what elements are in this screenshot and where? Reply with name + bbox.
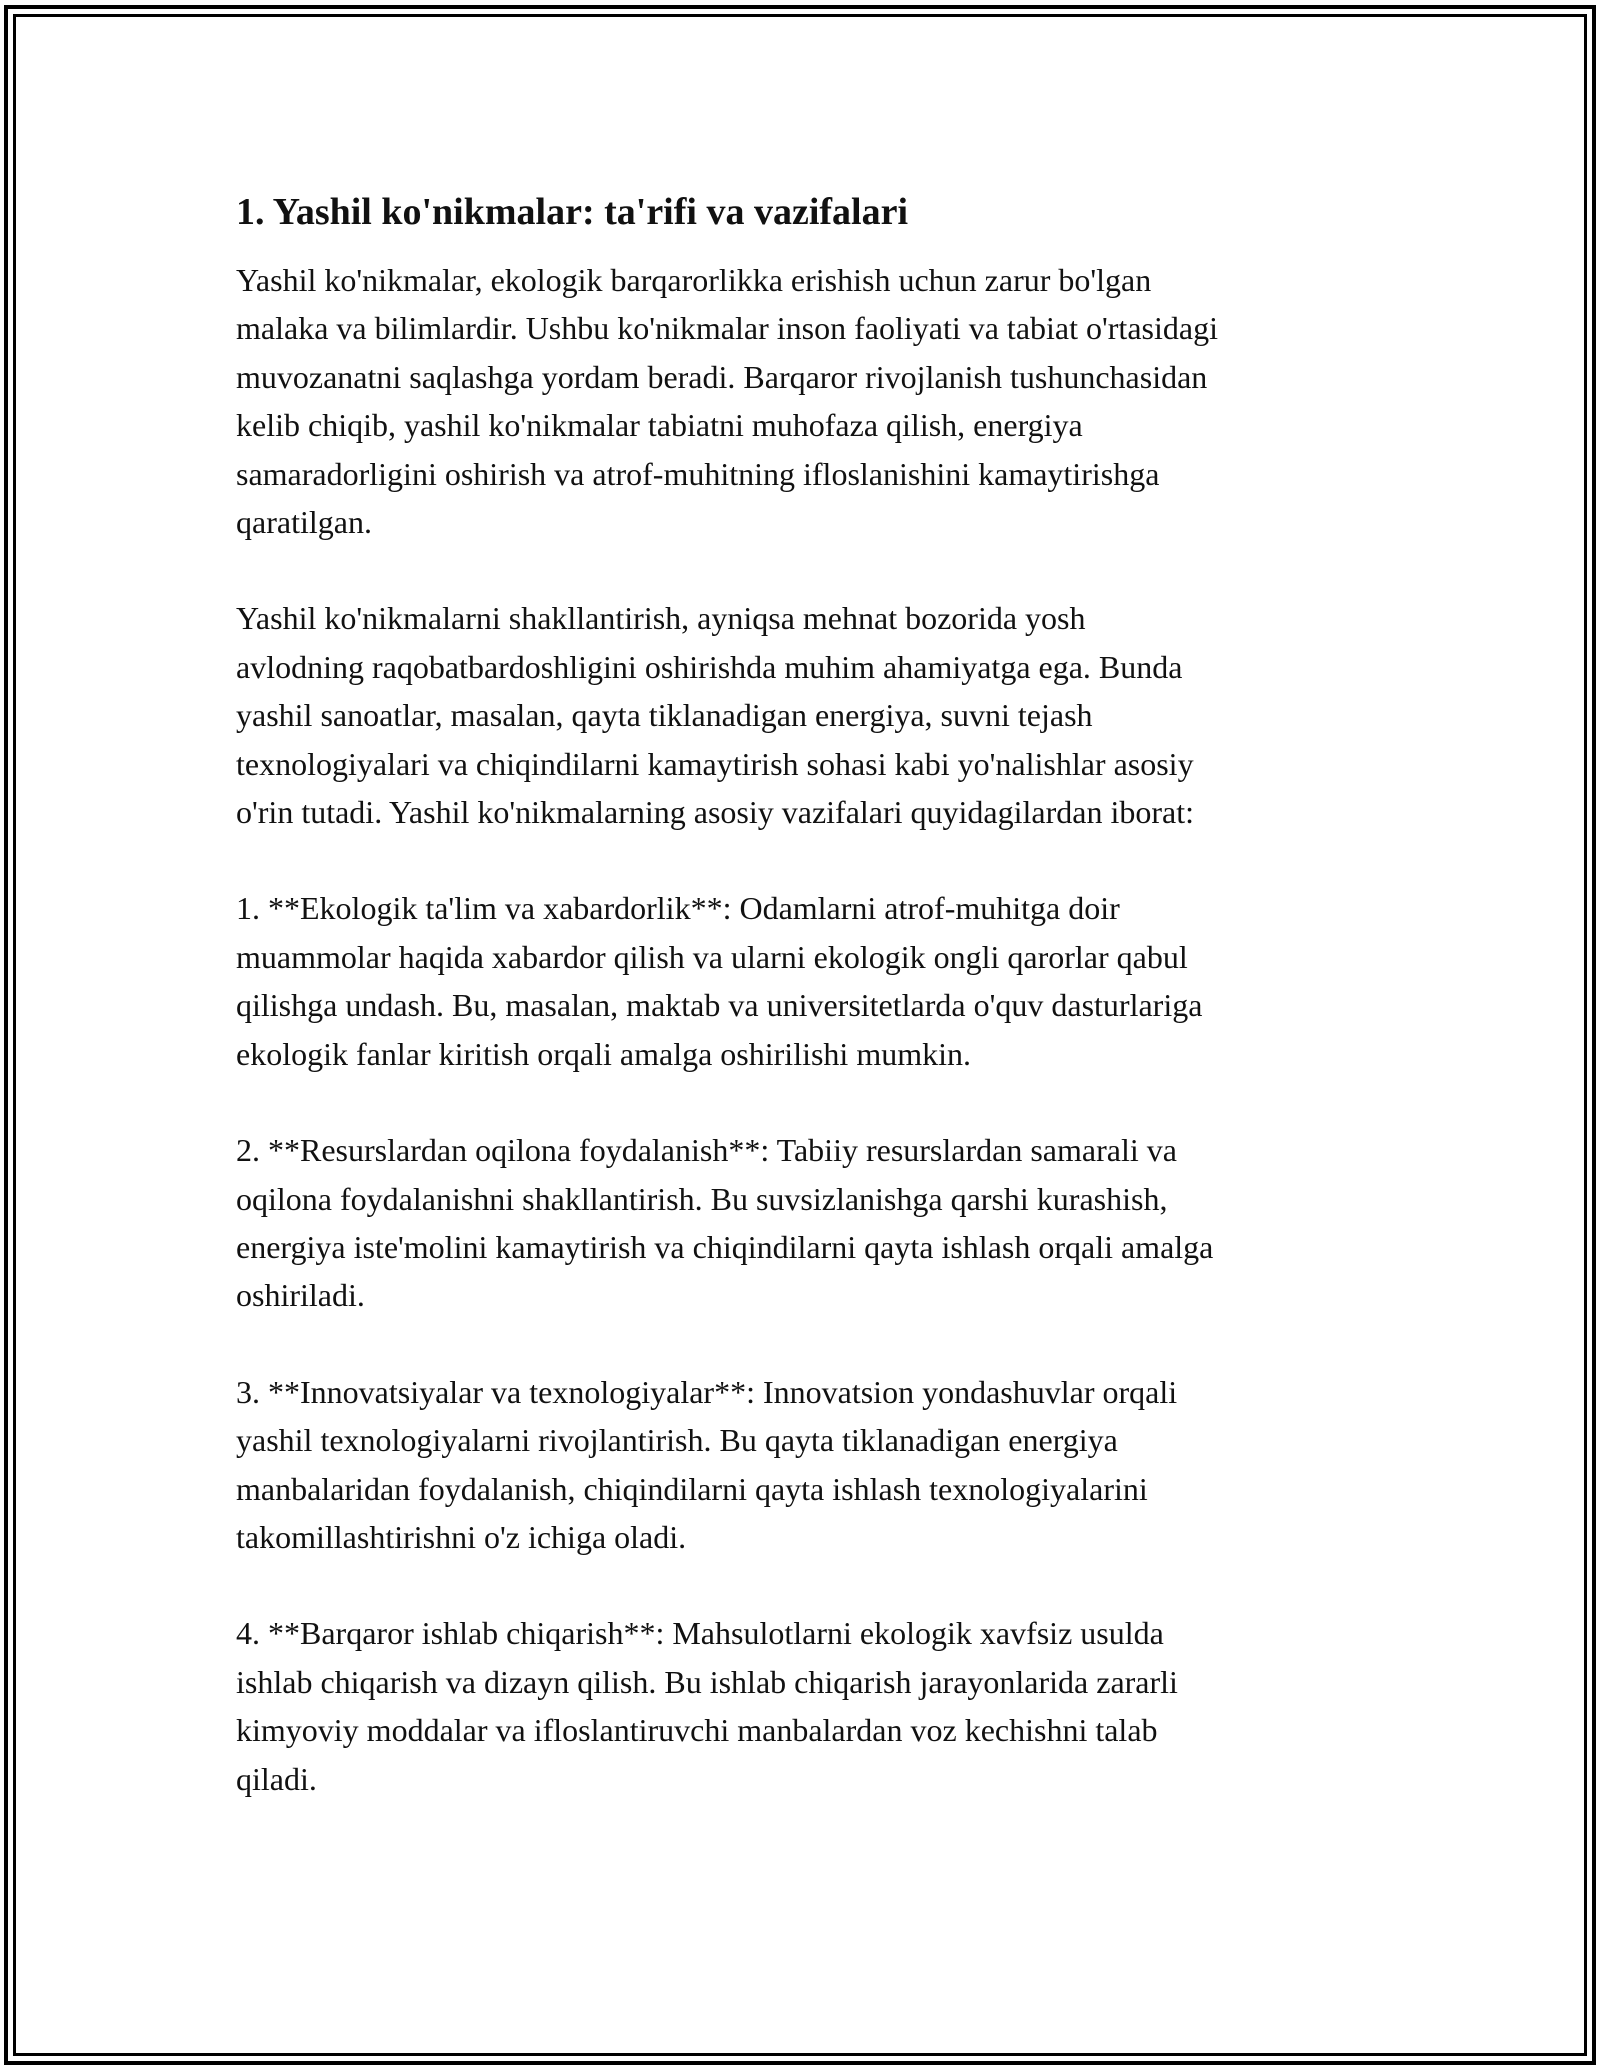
paragraph-definition: Yashil ko'nikmalar, ekologik barqarorlikka erishish uchun zarur bo'lgan malaka va bilimlardir. Ushbu ko'nikmalar inson faoliyati va tabiat o'rtasidagi muvozanatni saqlashga yordam beradi. Barqaror rivojlanish tushunchasidan kelib chiqib, yashil ko'nikmalar tabiatni muhofaza qilish, energiya samaradorligini oshirish va atrof-muhitning ifloslanishini kamaytirishga qaratilgan.: [236, 262, 1218, 541]
list-item-ecological-education: 1. **Ekologik ta'lim va xabardorlik**: Odamlarni atrof-muhitga doir muammolar haqida xabardor qilish va ularni ekologik ongli qarorlar qabul qilishga undash. Bu, masalan, maktab va universitetlarda o'quv dasturlariga ekologik fanlar kiritish orqali amalga oshirilishi mumkin.: [236, 890, 1203, 1072]
section-heading: 1. Yashil ko'nikmalar: ta'rifi va vazifalari: [236, 191, 909, 233]
list-item-resource-use: 2. **Resurslardan oqilona foydalanish**: Tabiiy resurslardan samarali va oqilona foydalanishni shakllantirish. Bu suvsizlanishga qarshi kurashish, energiya iste'molini kamaytirish va chiqindilarni qayta ishlash orqali amalga oshiriladi.: [236, 1132, 1214, 1314]
list-item-innovation: 3. **Innovatsiyalar va texnologiyalar**: Innovatsion yondashuvlar orqali yashil texnologiyalarni rivojlantirish. Bu qayta tiklanadigan energiya manbalaridan foydalanish, chiqindilarni qayta ishlash texnologiyalarini takomillashtirishni o'z ichiga oladi.: [236, 1373, 1178, 1555]
paragraph-importance: Yashil ko'nikmalarni shakllantirish, ayniqsa mehnat bozorida yosh avlodning raqobatbardoshligini oshirishda muhim ahamiyatga ega. Bunda yashil sanoatlar, masalan, qayta tiklanadigan energiya, suvni tejash texnologiyalari va chiqindilarni kamaytirish sohasi kabi yo'nalishlar asosiy o'rin tutadi. Yashil ko'nikmalarning asosiy vazifalari quyidagilardan iborat:: [236, 600, 1194, 831]
document-body: [236, 186, 1366, 1803]
list-item-sustainable-production: 4. **Barqaror ishlab chiqarish**: Mahsulotlarni ekologik xavfsiz usulda ishlab chiqarish va dizayn qilish. Bu ishlab chiqarish jarayonlarida zararli kimyoviy moddalar va ifloslantiruvchi manbalardan voz kechishni talab qiladi.: [236, 1615, 1178, 1797]
